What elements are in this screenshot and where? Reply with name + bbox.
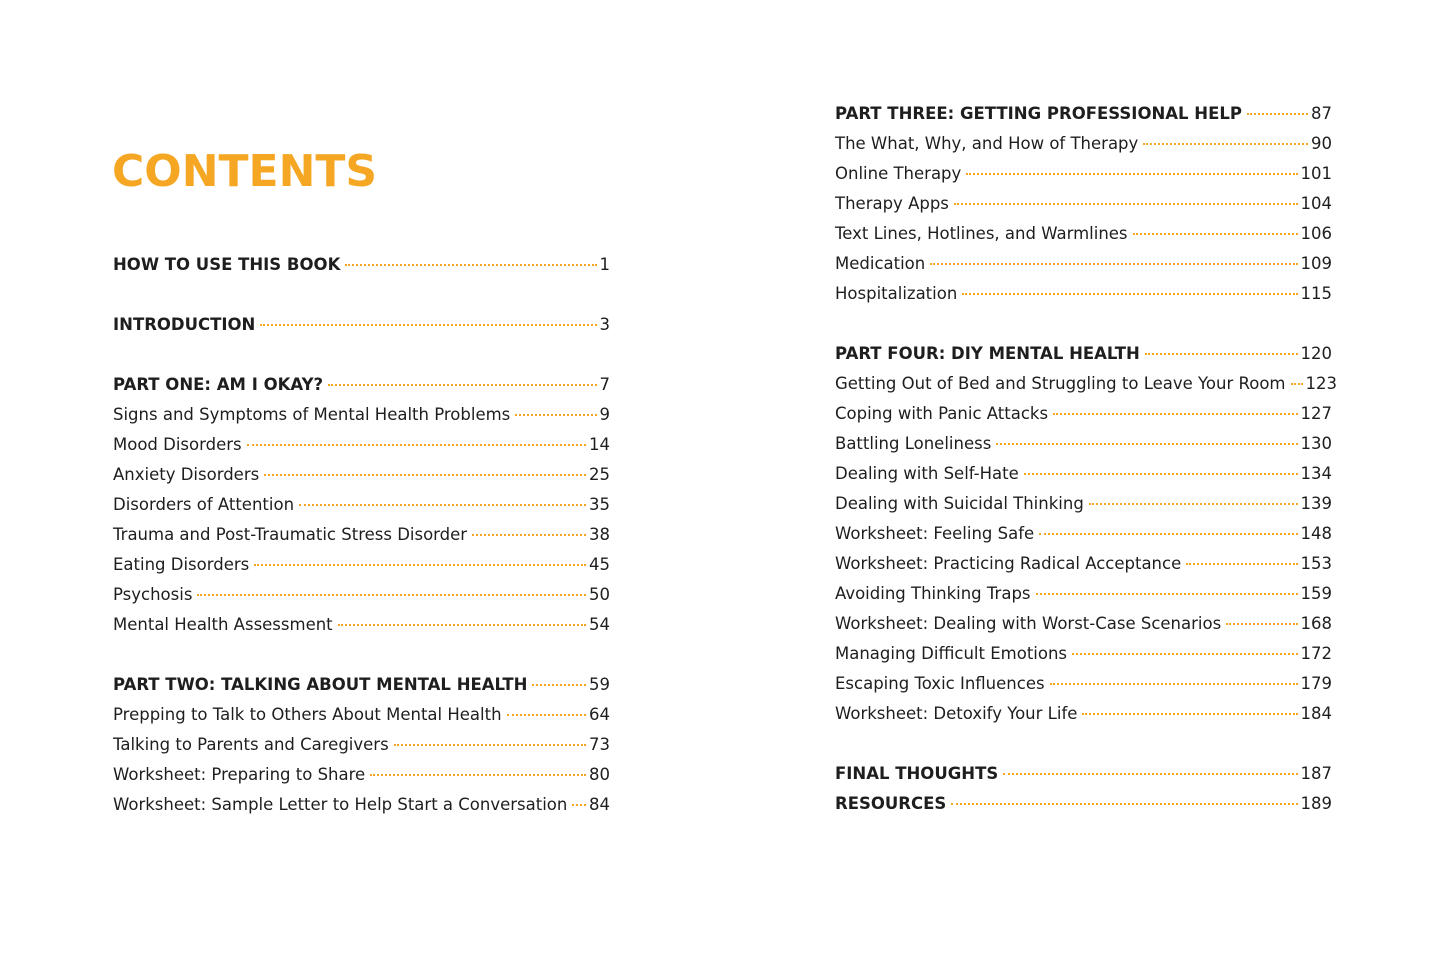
toc-entry-title: Managing Difficult Emotions [835, 644, 1068, 663]
toc-entry[interactable] [835, 549, 1332, 579]
toc-entry-title: Mood Disorders [113, 435, 242, 454]
toc-entry[interactable] [113, 520, 610, 550]
toc-entry-title: Prepping to Talk to Others About Mental Health [113, 705, 502, 724]
toc-page-number: 84 [589, 795, 610, 814]
toc-page-number: 73 [589, 735, 610, 754]
toc-page-number: 90 [1311, 134, 1332, 153]
toc-entry-title: Worksheet: Sample Letter to Help Start a Conversation [113, 795, 568, 814]
toc-page-number: 148 [1300, 524, 1332, 543]
toc-page-number: 159 [1300, 584, 1332, 603]
toc-entry-title: Worksheet: Dealing with Worst-Case Scenarios [835, 614, 1222, 633]
toc-entry[interactable] [113, 760, 610, 790]
toc-entry-title: Trauma and Post-Traumatic Stress Disorder [113, 525, 468, 544]
toc-entry-title: Dealing with Self-Hate [835, 464, 1019, 483]
toc-entry[interactable] [113, 580, 610, 610]
toc-page-number: 168 [1300, 614, 1332, 633]
toc-entry[interactable] [835, 459, 1332, 489]
toc-entry[interactable] [835, 189, 1332, 219]
toc-page-number: 189 [1300, 794, 1332, 813]
toc-entry[interactable] [113, 460, 610, 490]
toc-entry[interactable] [835, 429, 1332, 459]
toc-entry-title: Anxiety Disorders [113, 465, 260, 484]
toc-section-heading[interactable] [835, 339, 1332, 369]
toc-page-number: 106 [1300, 224, 1332, 243]
dot-leader [930, 262, 1297, 265]
toc-page-number: 172 [1300, 644, 1332, 663]
toc-page-number: 7 [599, 375, 610, 394]
toc-page-number: 64 [589, 705, 610, 724]
toc-entry-title: Worksheet: Feeling Safe [835, 524, 1035, 543]
toc-page-number: 187 [1300, 764, 1332, 783]
dot-leader [1050, 682, 1298, 685]
toc-entry-title: HOW TO USE THIS BOOK [113, 255, 341, 274]
toc-entry-title: Battling Loneliness [835, 434, 992, 453]
section-spacer [113, 280, 610, 310]
toc-right-column [835, 99, 1337, 819]
dot-leader [966, 172, 1297, 175]
toc-page-number: 127 [1300, 404, 1332, 423]
toc-entry-title: Getting Out of Bed and Struggling to Leave Your Room [835, 374, 1286, 393]
toc-page-number: 59 [589, 675, 610, 694]
toc-entry[interactable] [835, 279, 1332, 309]
dot-leader [507, 713, 586, 716]
toc-entry-title: Escaping Toxic Influences [835, 674, 1045, 693]
toc-entry-title: PART TWO: TALKING ABOUT MENTAL HEALTH [113, 675, 528, 694]
dot-leader [1089, 502, 1298, 505]
dot-leader [1039, 532, 1297, 535]
toc-entry[interactable] [835, 579, 1332, 609]
toc-page-number: 109 [1300, 254, 1332, 273]
dot-leader [1291, 382, 1303, 385]
toc-page-number: 1 [599, 255, 610, 274]
toc-entry-title: INTRODUCTION [113, 315, 256, 334]
toc-entry-title: FINAL THOUGHTS [835, 764, 999, 783]
toc-left-column [113, 250, 610, 820]
dot-leader [299, 503, 586, 506]
dot-leader [951, 802, 1297, 805]
toc-page-number: 153 [1300, 554, 1332, 573]
toc-entry[interactable] [835, 489, 1332, 519]
dot-leader [197, 593, 586, 596]
toc-page-number: 104 [1300, 194, 1332, 213]
toc-section-heading[interactable] [113, 310, 610, 340]
section-spacer [835, 309, 1332, 339]
toc-entry-title: Talking to Parents and Caregivers [113, 735, 389, 754]
toc-entry[interactable] [113, 400, 610, 430]
toc-page-number: 101 [1300, 164, 1332, 183]
toc-entry[interactable] [835, 219, 1332, 249]
toc-entry-title: Worksheet: Preparing to Share [113, 765, 366, 784]
toc-entry-title: The What, Why, and How of Therapy [835, 134, 1139, 153]
toc-page-number: 130 [1300, 434, 1332, 453]
toc-entry[interactable] [835, 159, 1332, 189]
toc-entry-title: PART ONE: AM I OKAY? [113, 375, 324, 394]
toc-entry-title: Mental Health Assessment [113, 615, 333, 634]
toc-page-number: 139 [1300, 494, 1332, 513]
toc-page-number: 50 [589, 585, 610, 604]
toc-section-heading[interactable] [113, 670, 610, 700]
toc-entry-title: Worksheet: Detoxify Your Life [835, 704, 1078, 723]
dot-leader [515, 413, 596, 416]
dot-leader [254, 563, 586, 566]
dot-leader [345, 263, 596, 266]
toc-entry[interactable] [835, 519, 1332, 549]
dot-leader [394, 743, 586, 746]
section-spacer [835, 729, 1332, 759]
dot-leader [1053, 412, 1297, 415]
dot-leader [247, 443, 586, 446]
toc-entry-title: Dealing with Suicidal Thinking [835, 494, 1084, 513]
toc-page-number: 184 [1300, 704, 1332, 723]
toc-entry[interactable] [835, 609, 1332, 639]
toc-page-number: 54 [589, 615, 610, 634]
toc-section-heading[interactable] [113, 250, 610, 280]
dot-leader [370, 773, 586, 776]
toc-section-heading[interactable] [835, 99, 1332, 129]
toc-entry-title: Avoiding Thinking Traps [835, 584, 1031, 603]
dot-leader [1024, 472, 1298, 475]
toc-entry-title: Therapy Apps [835, 194, 949, 213]
toc-page-number: 179 [1300, 674, 1332, 693]
dot-leader [1133, 232, 1298, 235]
dot-leader [1036, 592, 1298, 595]
toc-entry[interactable] [113, 790, 610, 820]
dot-leader [1145, 352, 1298, 355]
toc-entry-title: PART FOUR: DIY MENTAL HEALTH [835, 344, 1140, 363]
toc-section-heading[interactable] [835, 789, 1332, 819]
toc-page-number: 38 [589, 525, 610, 544]
dot-leader [328, 383, 596, 386]
toc-entry-title: Coping with Panic Attacks [835, 404, 1049, 423]
toc-page-number: 123 [1305, 374, 1337, 393]
toc-page-number: 115 [1300, 284, 1332, 303]
dot-leader [260, 323, 596, 326]
toc-page-number: 45 [589, 555, 610, 574]
dot-leader [1247, 112, 1308, 115]
toc-entry-title: Online Therapy [835, 164, 962, 183]
toc-entry-title: Medication [835, 254, 926, 273]
toc-entry[interactable] [835, 699, 1332, 729]
toc-entry-title: Disorders of Attention [113, 495, 295, 514]
dot-leader [1003, 772, 1297, 775]
toc-section-heading[interactable] [113, 370, 610, 400]
toc-entry[interactable] [835, 369, 1337, 399]
dot-leader [1072, 652, 1297, 655]
section-spacer [113, 340, 610, 370]
toc-entry-title: Worksheet: Practicing Radical Acceptance [835, 554, 1182, 573]
toc-section-heading[interactable] [835, 759, 1332, 789]
toc-page-number: 80 [589, 765, 610, 784]
dot-leader [1226, 622, 1297, 625]
toc-entry[interactable] [835, 399, 1332, 429]
dot-leader [1186, 562, 1297, 565]
toc-page-number: 87 [1311, 104, 1332, 123]
toc-entry[interactable] [113, 550, 610, 580]
toc-page-number: 35 [589, 495, 610, 514]
dot-leader [954, 202, 1298, 205]
toc-entry[interactable] [835, 639, 1332, 669]
toc-entry-title: Eating Disorders [113, 555, 250, 574]
dot-leader [532, 683, 586, 686]
section-spacer [113, 640, 610, 670]
dot-leader [572, 803, 586, 806]
dot-leader [264, 473, 586, 476]
toc-entry-title: Text Lines, Hotlines, and Warmlines [835, 224, 1128, 243]
toc-page-number: 25 [589, 465, 610, 484]
dot-leader [338, 623, 586, 626]
toc-entry[interactable] [113, 490, 610, 520]
toc-page-number: 3 [599, 315, 610, 334]
toc-entry-title: PART THREE: GETTING PROFESSIONAL HELP [835, 104, 1242, 123]
dot-leader [472, 533, 586, 536]
toc-page-number: 9 [599, 405, 610, 424]
toc-entry[interactable] [113, 610, 610, 640]
toc-entry-title: Signs and Symptoms of Mental Health Problems [113, 405, 511, 424]
dot-leader [996, 442, 1297, 445]
toc-entry-title: Hospitalization [835, 284, 958, 303]
toc-page-number: 14 [589, 435, 610, 454]
toc-entry[interactable] [113, 430, 610, 460]
toc-entry[interactable] [835, 129, 1332, 159]
toc-entry[interactable] [835, 669, 1332, 699]
dot-leader [962, 292, 1297, 295]
dot-leader [1143, 142, 1308, 145]
toc-entry[interactable] [835, 249, 1332, 279]
page-title: CONTENTS [112, 146, 378, 197]
dot-leader [1082, 712, 1297, 715]
toc-entry[interactable] [113, 730, 610, 760]
toc-entry-title: Psychosis [113, 585, 193, 604]
toc-page-number: 134 [1300, 464, 1332, 483]
toc-entry[interactable] [113, 700, 610, 730]
toc-entry-title: RESOURCES [835, 794, 947, 813]
toc-page-number: 120 [1300, 344, 1332, 363]
